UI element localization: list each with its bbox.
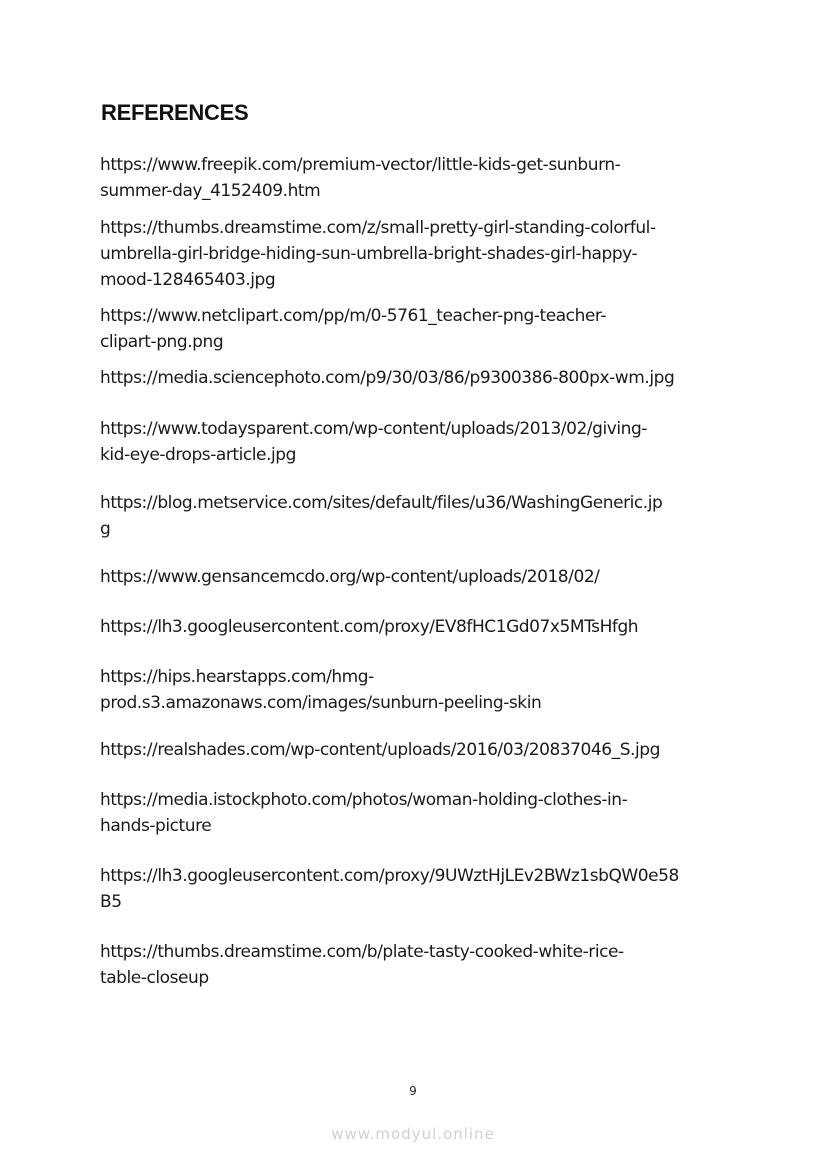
reference-item: https://thumbs.dreamstime.com/z/small-pretty-girl-standing-colorful- umbrella-girl-bridge-hiding-sun-umbrella-bright-shades-girl-happy- mood-128465403.jpg <box>100 218 656 290</box>
page-number: 9 <box>409 1084 417 1098</box>
watermark: www.modyul.online <box>331 1125 495 1143</box>
reference-item: https://www.todaysparent.com/wp-content/uploads/2013/02/giving- kid-eye-drops-article.jpg <box>100 419 647 465</box>
reference-item: https://www.netclipart.com/pp/m/0-5761_teacher-png-teacher- clipart-png.png <box>100 306 607 352</box>
reference-item: https://www.freepik.com/premium-vector/little-kids-get-sunburn- summer-day_4152409.htm <box>100 155 621 201</box>
reference-item: https://media.istockphoto.com/photos/woman-holding-clothes-in- hands-picture <box>100 790 628 836</box>
reference-item: https://blog.metservice.com/sites/default/files/u36/WashingGeneric.jp g <box>100 493 663 539</box>
reference-item: https://media.sciencephoto.com/p9/30/03/86/p9300386-800px-wm.jpg <box>100 368 675 388</box>
reference-item: https://lh3.googleusercontent.com/proxy/9UWztHjLEv2BWz1sbQW0e58 B5 <box>100 866 679 912</box>
reference-item: https://realshades.com/wp-content/uploads/2016/03/20837046_S.jpg <box>100 740 660 760</box>
reference-item: https://thumbs.dreamstime.com/b/plate-tasty-cooked-white-rice- table-closeup <box>100 942 624 988</box>
reference-item: https://hips.hearstapps.com/hmg- prod.s3.amazonaws.com/images/sunburn-peeling-skin <box>100 667 542 713</box>
reference-item: https://www.gensancemcdo.org/wp-content/uploads/2018/02/ <box>100 567 600 587</box>
page-title: REFERENCES <box>101 100 249 125</box>
reference-item: https://lh3.googleusercontent.com/proxy/EV8fHC1Gd07x5MTsHfgh <box>100 617 639 637</box>
